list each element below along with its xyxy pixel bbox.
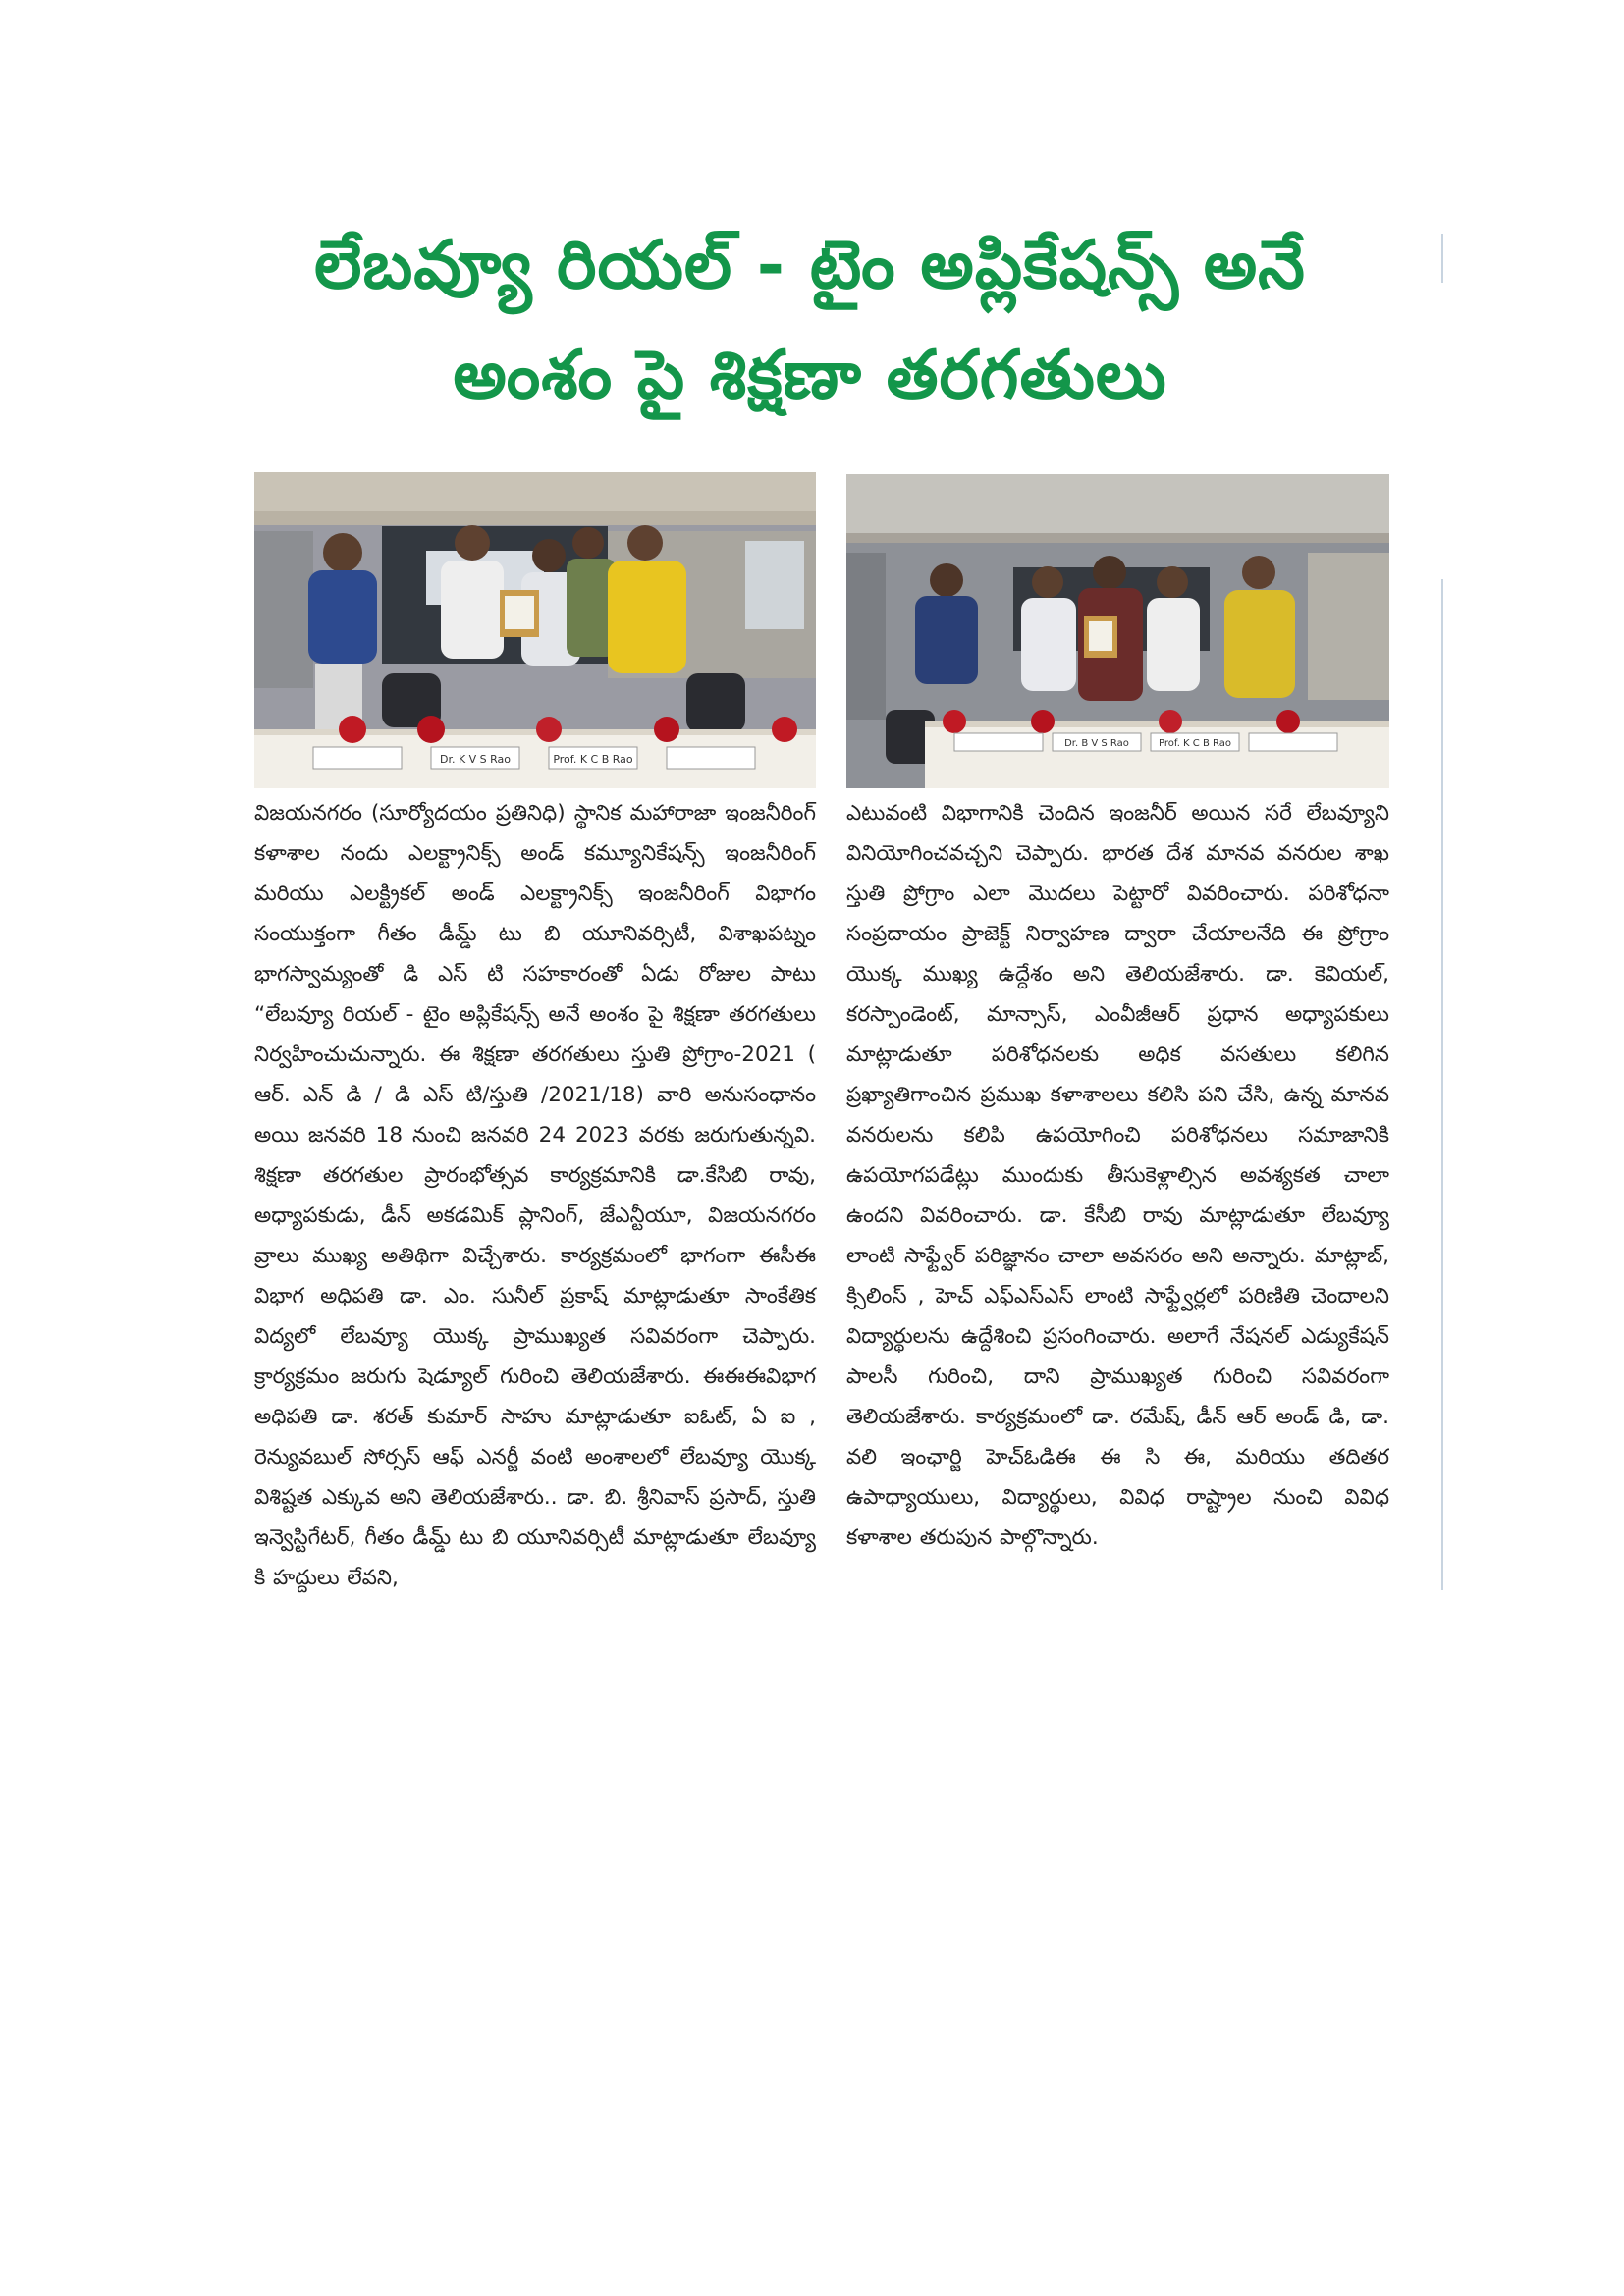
event-photo-left bbox=[254, 472, 816, 788]
headline-line-2: అంశం పై శిక్షణా తరగతులు bbox=[453, 337, 1167, 414]
page-edge-mark bbox=[1441, 579, 1443, 1590]
article-column-left: విజయనగరం (సూర్యోదయం ప్రతినిధి) స్థానిక మహారాజా ఇంజనీరింగ్ కళాశాల నందు ఎలక్ట్రానిక్స్ అండ్ కమ్యూనికేషన్స్ ఇంజనీరింగ్ మరియు ఎలక్ట్రికల్ అండ్ ఎలక్ట్రానిక్స్ ఇంజనీరింగ్ విభాగం సంయుక్తంగా గీతం డీమ్డ్ టు బి యూనివర్సిటీ, విశాఖపట్నం భాగస్వామ్యంతో డి ఎస్ టి సహకారంతో ఏడు రోజుల పాటు “లేబవ్యూ రియల్ - టైం అప్లికేషన్స్ అనే అంశం పై శిక్షణా తరగతులు నిర్వహించుచున్నారు. ఈ శిక్షణా తరగతులు స్తుతి ప్రోగ్రాం-2021 ( ఆర్. ఎన్ డి / డి ఎస్ టి/స్తుతి /2021/18) వారి అనుసంధానం అయి జనవరి 18 నుంచి జనవరి 24 2023 వరకు జరుగుతున్నవి. శిక్షణా తరగతుల ప్రారంభోత్సవ కార్యక్రమానికి డా.కేసిబి రావు, అధ్యాపకుడు, డీన్ అకడమిక్ ప్లానింగ్, జేఎన్టీయూ, విజయనగరం వ్రాలు ముఖ్య అతిథిగా విచ్చేశారు. కార్యక్రమంలో భాగంగా ఈసీఈ విభాగ అధిపతి డా. ఎం. సునీల్ ప్రకాష్ మాట్లాడుతూ సాంకేతిక విద్యలో లేబవ్యూ యొక్క ప్రాముఖ్యత సవివరంగా చెప్పారు. క్రార్యక్రమం జరుగు షెడ్యూల్ గురించి తెలియజేశారు. ఈఈఈవిభాగ అధిపతి డా. శరత్ కుమార్ సాహు మాట్లాడుతూ ఐఓట్, ఏ ఐ , రెన్యువబుల్ సోర్సస్ ఆఫ్ ఎనర్జీ వంటి అంశాలలో లేబవ్యూ యొక్క విశిష్టత ఎక్కువ అని తెలియజేశారు.. డా. బి. శ్రీనివాస్ ప్రసాద్, స్తుతి ఇన్వెస్టిగేటర్, గీతం డీమ్డ్ టు బి యూనివర్సిటీ మాట్లాడుతూ లేబవ్యూ కి హద్దులు లేవని, bbox=[254, 801, 816, 1590]
event-photo-right-image bbox=[846, 474, 1389, 788]
nameplate-left-2: Prof. K C B Rao bbox=[553, 753, 633, 766]
event-photo-left-image bbox=[254, 472, 816, 788]
headline-line-1: లేబవ్యూ రియల్ - టైం అప్లికేషన్స్ అనే bbox=[314, 227, 1306, 304]
nameplate-left-1: Dr. K V S Rao bbox=[439, 753, 512, 766]
article-column-right: ఎటువంటి విభాగానికి చెందిన ఇంజనీర్ అయిన సరే లేబవ్యూని వినియోగించవచ్చని చెప్పారు. భారత దేశ మానవ వనరుల శాఖ స్తుతి ప్రోగ్రాం ఎలా మొదలు పెట్టారో వివరించారు. పరిశోధనా సంప్రదాయం ప్రాజెక్ట్ నిర్వాహణ ద్వారా చేయాలనేది ఈ ప్రోగ్రాం యొక్క ముఖ్య ఉద్దేశం అని తెలియజేశారు. డా. కెవియల్, కరస్పాండెంట్, మాన్సాస్, ఎంవీజీఆర్ ప్రధాన అధ్యాపకులు మాట్లాడుతూ పరిశోధనలకు అధిక వసతులు కలిగిన ప్రఖ్యాతిగాంచిన ప్రముఖ కళాశాలలు కలిసి పని చేసి, ఉన్న మానవ వనరులను కలిపి ఉపయోగించి పరిశోధనలు సమాజానికి ఉపయోగపడేట్లు ముందుకు తీసుకెళ్లాల్సిన అవశ్యకత చాలా ఉందని వివరించారు. డా. కేసీబి రావు మాట్లాడుతూ లేబవ్యూ లాంటి సాఫ్ట్వేర్ పరిజ్ఞానం చాలా అవసరం అని అన్నారు. మాట్లాబ్, క్సిలింస్ , హెచ్ ఎఫ్ఎస్ఎస్ లాంటి సాఫ్ట్వేర్లలో పరిణితి చెందాలని విద్యార్థులను ఉద్దేశించి ప్రసంగించారు. అలాగే నేషనల్ ఎడ్యుకేషన్ పాలసీ గురించి, దాని ప్రాముఖ్యత గురించి సవివరంగా తెలియజేశారు. కార్యక్రమంలో డా. రమేష్, డీన్ ఆర్ అండ్ డి, డా. వలి ఇంఛార్జి హెచ్ఓడిఈ ఈ సి ఈ, మరియు తదితర ఉపాధ్యాయులు, విద్యార్థులు, వివిధ రాష్ట్రాల నుంచి వివిధ కళాశాల తరుపున పాల్గొన్నారు. bbox=[846, 801, 1389, 1550]
event-photo-right bbox=[846, 474, 1389, 788]
headline bbox=[196, 211, 1424, 431]
nameplate-right-2: Prof. K C B Rao bbox=[1159, 738, 1231, 749]
page-edge-mark-top bbox=[1441, 234, 1443, 283]
nameplate-right-1: Dr. B V S Rao bbox=[1064, 738, 1129, 749]
